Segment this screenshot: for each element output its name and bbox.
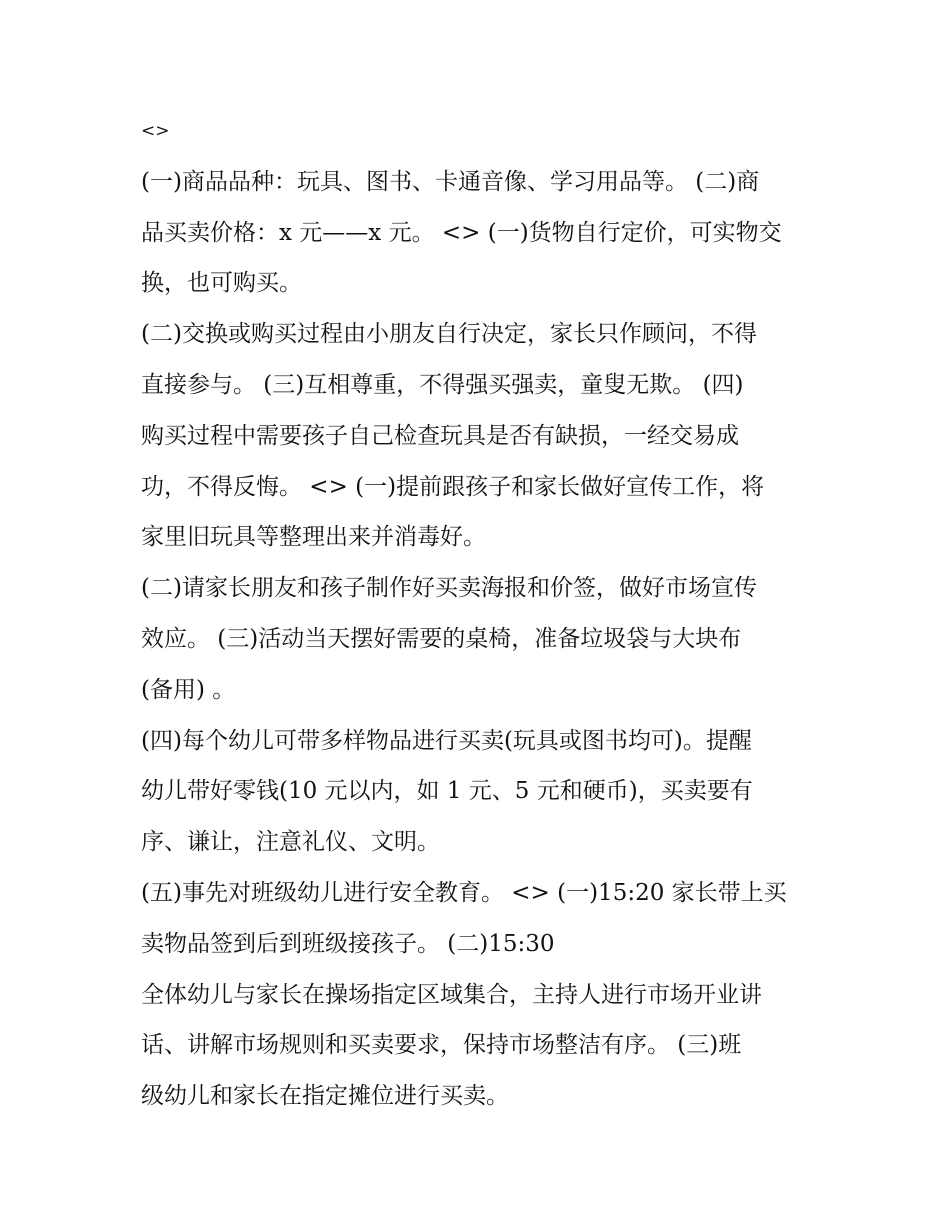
text-line: 幼儿带好零钱(10 元以内，如 1 元、5 元和硬币)，买卖要有: [141, 778, 753, 805]
text-line: 换，也可购买。: [141, 270, 302, 297]
text-line: (四)每个幼儿可带多样物品进行买卖(玩具或图书均可)。提醒: [141, 727, 752, 754]
text-line: <>: [141, 121, 170, 141]
text-line: 序、谦让，注意礼仪、文明。: [141, 829, 440, 856]
text-line: (备用) 。: [141, 676, 236, 703]
text-line: 效应。 (三)活动当天摆好需要的桌椅，准备垃圾袋与大块布: [141, 625, 742, 652]
text-line: 直接参与。 (三)互相尊重，不得强买强卖，童叟无欺。 (四): [141, 371, 744, 398]
text-line: 卖物品签到后到班级接孩子。 (二)15:30: [141, 930, 555, 957]
text-line: 话、讲解市场规则和买卖要求，保持市场整洁有序。 (三)班: [141, 1032, 742, 1059]
text-line: 购买过程中需要孩子自己检查玩具是否有缺损，一经交易成: [141, 422, 739, 449]
text-line: 级幼儿和家长在指定摊位进行买卖。: [141, 1083, 509, 1110]
text-line: 品买卖价格：x 元——x 元。 <> (一)货物自行定价，可实物交: [141, 219, 782, 246]
text-line: 功，不得反悔。 <> (一)提前跟孩子和家长做好宣传工作，将: [141, 473, 765, 500]
text-line: 家里旧玩具等整理出来并消毒好。: [141, 524, 486, 551]
text-line: (一)商品品种：玩具、图书、卡通音像、学习用品等。 (二)商: [141, 168, 760, 195]
text-line: (二)请家长朋友和孩子制作好买卖海报和价签，做好市场宣传: [141, 575, 757, 602]
text-line: (五)事先对班级幼儿进行安全教育。 <> (一)15:20 家长带上买: [141, 879, 787, 906]
text-line: 全体幼儿与家长在操场指定区域集合，主持人进行市场开业讲: [141, 981, 762, 1008]
text-line: (二)交换或购买过程由小朋友自行决定，家长只作顾问，不得: [141, 321, 757, 348]
document-body: [141, 106, 821, 1122]
